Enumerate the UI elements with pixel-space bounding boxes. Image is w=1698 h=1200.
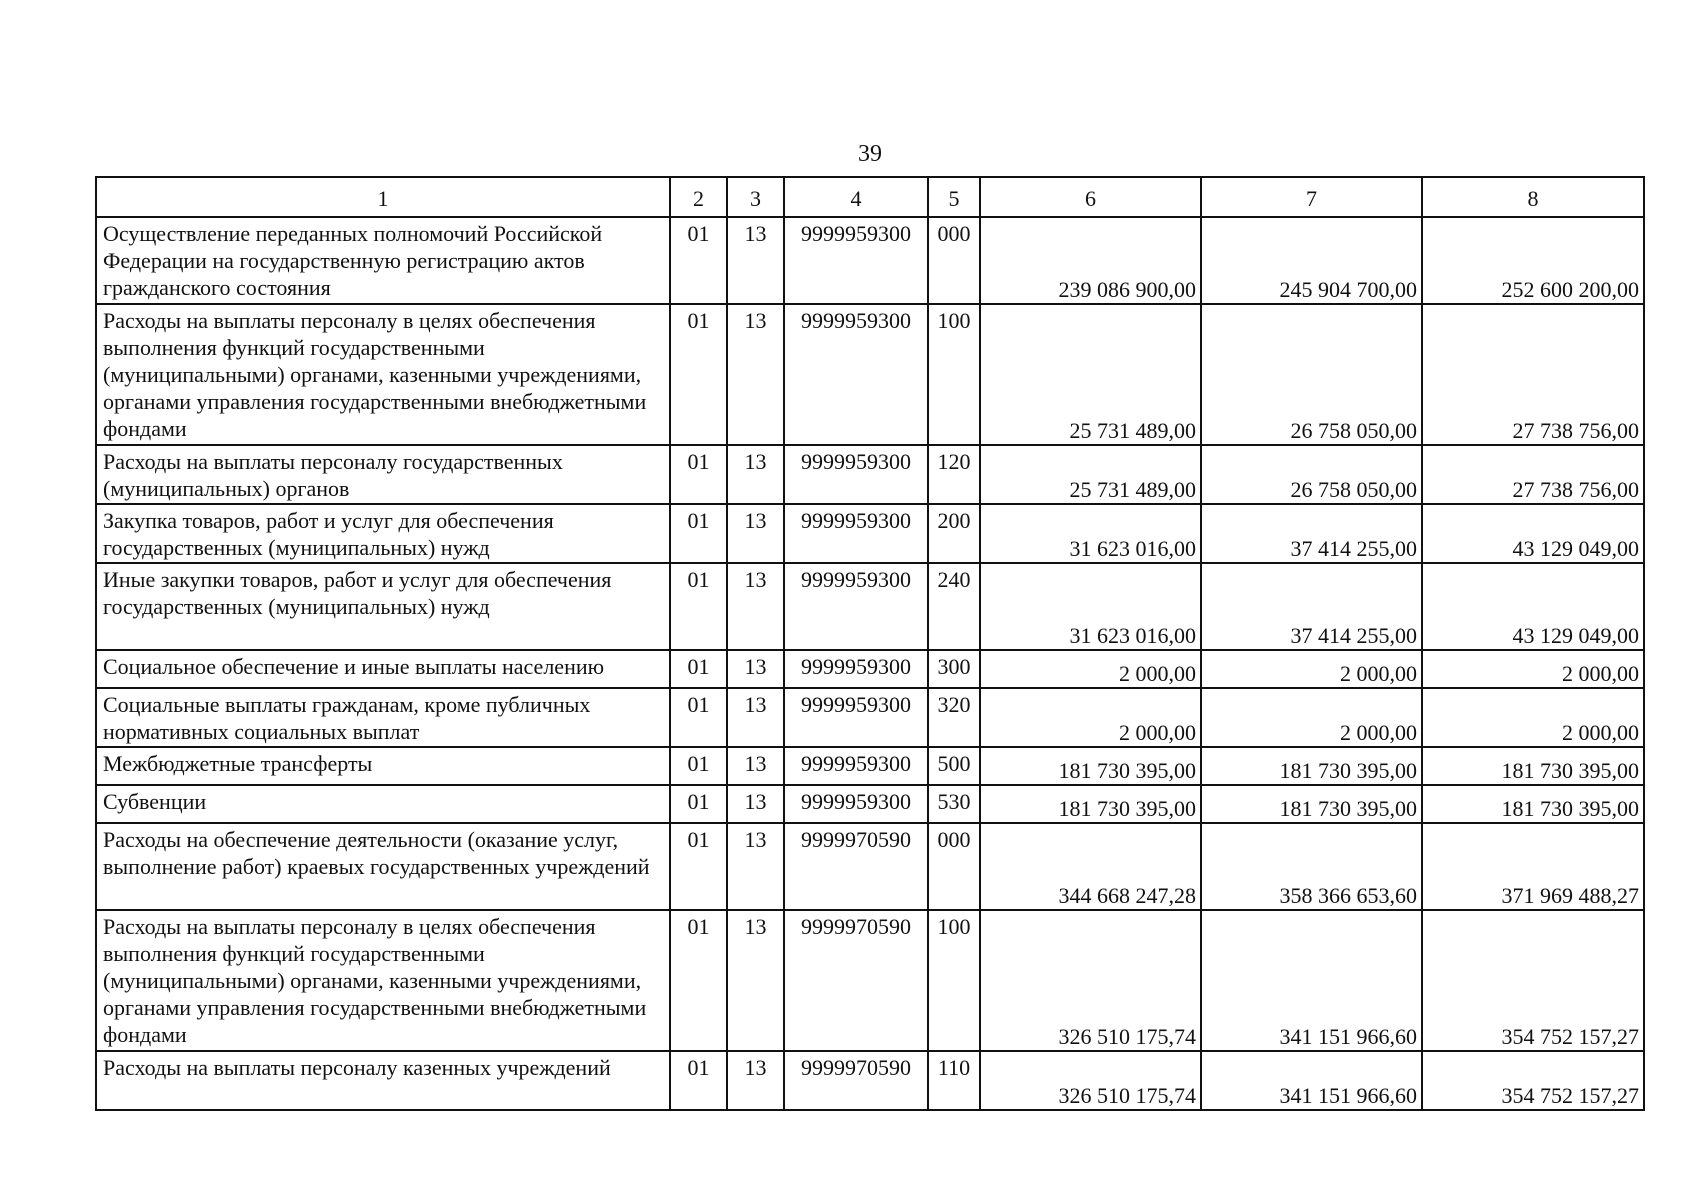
section-code: 01 — [670, 747, 727, 785]
amount-col8: 354 752 157,27 — [1422, 1051, 1644, 1110]
section-code: 01 — [670, 1051, 727, 1110]
amount-col8: 43 129 049,00 — [1422, 563, 1644, 650]
amount-col7: 2 000,00 — [1201, 650, 1422, 688]
expense-name: Расходы на выплаты персоналу в целях обеспечения выполнения функций государственными (муниципальными) органами, казенными учреждениями, органами управления государственными внебюджетными фондами — [96, 304, 670, 445]
expense-type-code: 500 — [928, 747, 980, 785]
amount-col8: 2 000,00 — [1422, 688, 1644, 747]
expense-type-code: 000 — [928, 217, 980, 304]
subsection-code: 13 — [727, 747, 784, 785]
amount-col7: 181 730 395,00 — [1201, 747, 1422, 785]
expense-type-code: 300 — [928, 650, 980, 688]
amount-col6: 326 510 175,74 — [980, 1051, 1201, 1110]
amount-col7: 358 366 653,60 — [1201, 823, 1422, 910]
amount-col8: 252 600 200,00 — [1422, 217, 1644, 304]
subsection-code: 13 — [727, 304, 784, 445]
table-row — [96, 304, 1644, 445]
target-article-code: 9999970590 — [784, 910, 928, 1051]
amount-col6: 181 730 395,00 — [980, 785, 1201, 823]
table-row — [96, 650, 1644, 688]
amount-col7: 181 730 395,00 — [1201, 785, 1422, 823]
amount-col7: 26 758 050,00 — [1201, 445, 1422, 504]
subsection-code: 13 — [727, 688, 784, 747]
amount-col6: 239 086 900,00 — [980, 217, 1201, 304]
header-cell: 7 — [1201, 177, 1422, 217]
amount-col6: 25 731 489,00 — [980, 445, 1201, 504]
amount-col8: 181 730 395,00 — [1422, 747, 1644, 785]
expense-type-code: 000 — [928, 823, 980, 910]
section-code: 01 — [670, 823, 727, 910]
amount-col7: 245 904 700,00 — [1201, 217, 1422, 304]
table-row — [96, 823, 1644, 910]
header-row — [96, 177, 1644, 217]
expense-type-code: 200 — [928, 504, 980, 563]
amount-col6: 25 731 489,00 — [980, 304, 1201, 445]
section-code: 01 — [670, 504, 727, 563]
section-code: 01 — [670, 650, 727, 688]
amount-col6: 2 000,00 — [980, 650, 1201, 688]
header-cell: 2 — [670, 177, 727, 217]
section-code: 01 — [670, 304, 727, 445]
target-article-code: 9999959300 — [784, 304, 928, 445]
table-row — [96, 217, 1644, 304]
target-article-code: 9999959300 — [784, 688, 928, 747]
header-cell: 8 — [1422, 177, 1644, 217]
target-article-code: 9999970590 — [784, 823, 928, 910]
target-article-code: 9999959300 — [784, 504, 928, 563]
section-code: 01 — [670, 688, 727, 747]
target-article-code: 9999970590 — [784, 1051, 928, 1110]
expense-name: Осуществление переданных полномочий Российской Федерации на государственную регистрацию актов гражданского состояния — [96, 217, 670, 304]
header-cell: 1 — [96, 177, 670, 217]
page-number: 39 — [858, 141, 882, 167]
subsection-code: 13 — [727, 823, 784, 910]
amount-col8: 27 738 756,00 — [1422, 445, 1644, 504]
section-code: 01 — [670, 217, 727, 304]
expense-type-code: 320 — [928, 688, 980, 747]
expense-type-code: 110 — [928, 1051, 980, 1110]
expense-type-code: 100 — [928, 304, 980, 445]
expense-type-code: 100 — [928, 910, 980, 1051]
table-row — [96, 563, 1644, 650]
target-article-code: 9999959300 — [784, 747, 928, 785]
target-article-code: 9999959300 — [784, 445, 928, 504]
amount-col7: 2 000,00 — [1201, 688, 1422, 747]
section-code: 01 — [670, 563, 727, 650]
subsection-code: 13 — [727, 785, 784, 823]
expense-name: Субвенции — [96, 785, 670, 823]
table-row — [96, 688, 1644, 747]
expense-name: Расходы на выплаты персоналу государственных (муниципальных) органов — [96, 445, 670, 504]
amount-col8: 43 129 049,00 — [1422, 504, 1644, 563]
amount-col6: 344 668 247,28 — [980, 823, 1201, 910]
amount-col8: 2 000,00 — [1422, 650, 1644, 688]
expense-name: Расходы на выплаты персоналу казенных учреждений — [96, 1051, 670, 1110]
section-code: 01 — [670, 445, 727, 504]
expense-name: Закупка товаров, работ и услуг для обеспечения государственных (муниципальных) нужд — [96, 504, 670, 563]
subsection-code: 13 — [727, 445, 784, 504]
amount-col7: 37 414 255,00 — [1201, 504, 1422, 563]
expense-name: Межбюджетные трансферты — [96, 747, 670, 785]
subsection-code: 13 — [727, 650, 784, 688]
table-row — [96, 445, 1644, 504]
expense-type-code: 530 — [928, 785, 980, 823]
header-cell: 3 — [727, 177, 784, 217]
amount-col6: 31 623 016,00 — [980, 504, 1201, 563]
target-article-code: 9999959300 — [784, 217, 928, 304]
section-code: 01 — [670, 910, 727, 1051]
subsection-code: 13 — [727, 217, 784, 304]
section-code: 01 — [670, 785, 727, 823]
table-row — [96, 785, 1644, 823]
table-row — [96, 1051, 1644, 1110]
amount-col8: 181 730 395,00 — [1422, 785, 1644, 823]
amount-col7: 341 151 966,60 — [1201, 910, 1422, 1051]
amount-col6: 31 623 016,00 — [980, 563, 1201, 650]
header-cell: 5 — [928, 177, 980, 217]
header-cell: 4 — [784, 177, 928, 217]
target-article-code: 9999959300 — [784, 785, 928, 823]
amount-col6: 326 510 175,74 — [980, 910, 1201, 1051]
table-row — [96, 910, 1644, 1051]
expense-name: Расходы на выплаты персоналу в целях обеспечения выполнения функций государственными (муниципальными) органами, казенными учреждениями, органами управления государственными внебюджетными фондами — [96, 910, 670, 1051]
expense-name: Социальные выплаты гражданам, кроме публичных нормативных социальных выплат — [96, 688, 670, 747]
expense-type-code: 120 — [928, 445, 980, 504]
subsection-code: 13 — [727, 1051, 784, 1110]
expense-name: Социальное обеспечение и иные выплаты населению — [96, 650, 670, 688]
amount-col7: 26 758 050,00 — [1201, 304, 1422, 445]
amount-col8: 371 969 488,27 — [1422, 823, 1644, 910]
expense-name: Иные закупки товаров, работ и услуг для обеспечения государственных (муниципальных) нужд — [96, 563, 670, 650]
table-row — [96, 747, 1644, 785]
header-cell: 6 — [980, 177, 1201, 217]
budget-table — [95, 176, 1645, 1111]
subsection-code: 13 — [727, 504, 784, 563]
amount-col7: 341 151 966,60 — [1201, 1051, 1422, 1110]
expense-type-code: 240 — [928, 563, 980, 650]
amount-col6: 2 000,00 — [980, 688, 1201, 747]
amount-col8: 27 738 756,00 — [1422, 304, 1644, 445]
amount-col6: 181 730 395,00 — [980, 747, 1201, 785]
expense-name: Расходы на обеспечение деятельности (оказание услуг, выполнение работ) краевых государственных учреждений — [96, 823, 670, 910]
amount-col8: 354 752 157,27 — [1422, 910, 1644, 1051]
subsection-code: 13 — [727, 563, 784, 650]
target-article-code: 9999959300 — [784, 650, 928, 688]
amount-col7: 37 414 255,00 — [1201, 563, 1422, 650]
subsection-code: 13 — [727, 910, 784, 1051]
table-row — [96, 504, 1644, 563]
target-article-code: 9999959300 — [784, 563, 928, 650]
